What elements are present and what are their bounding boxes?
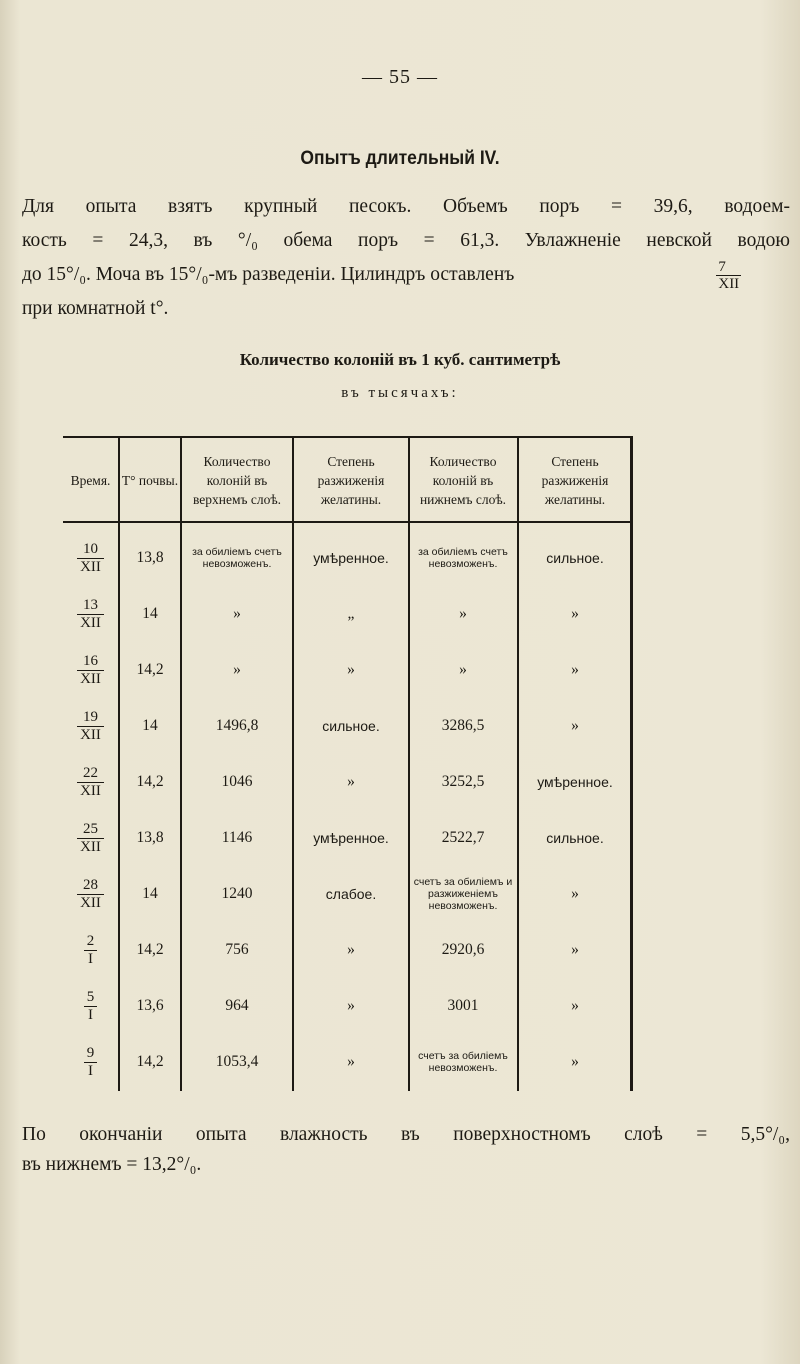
date-cell — [63, 922, 118, 978]
lower-cell: 3001 — [447, 997, 479, 1014]
lower-deg-cell: умѣренное. — [537, 774, 613, 790]
intro-line-4: при комнатной t°. — [22, 298, 169, 320]
intro-line-1: Для опыта взятъ крупный песокъ. Объемъ поръ = 39,6, водоем- — [22, 196, 790, 217]
date-cell — [63, 866, 118, 922]
upper-deg-cell: » — [347, 661, 355, 678]
intro-paragraph — [22, 190, 790, 326]
date-day: 9 — [84, 1045, 98, 1063]
date-fraction — [77, 709, 104, 744]
header-lower-degree: Степень разжиженія желатины. — [541, 453, 609, 507]
lower-cell: » — [459, 605, 467, 622]
upper-cell: 1146 — [221, 829, 253, 846]
lower-deg-cell: » — [571, 605, 579, 622]
upper-deg-cell: слабое. — [325, 886, 377, 902]
upper-cell: 1496,8 — [215, 717, 259, 734]
date-cell — [63, 810, 118, 866]
upper-cell: 1240 — [221, 885, 253, 902]
date-month: I — [88, 1006, 93, 1023]
lower-deg-cell: » — [571, 885, 579, 902]
upper-deg-cell: „ — [347, 605, 355, 622]
lower-cell: 3286,5 — [441, 717, 485, 734]
conclusion-line-2: въ нижнемъ = 13,2°/₀. — [22, 1154, 202, 1175]
date-fraction — [77, 821, 104, 856]
date-cell — [63, 530, 118, 586]
colonies-table — [63, 436, 633, 1096]
lower-deg-cell: » — [571, 941, 579, 958]
date-day: 13 — [77, 597, 104, 615]
date-cell — [63, 1034, 118, 1090]
date-fraction — [77, 653, 104, 688]
date-fraction — [77, 541, 104, 576]
date-day: 22 — [77, 765, 104, 783]
lower-deg-cell: » — [571, 997, 579, 1014]
date-cell — [63, 754, 118, 810]
upper-deg-cell: » — [347, 1053, 355, 1070]
date-fraction — [84, 1045, 98, 1080]
temp-cell: 14,2 — [136, 773, 164, 790]
date-cell — [63, 978, 118, 1034]
intro-line-2: кость = 24,3, въ °/₀ обема поръ = 61,3. Увлажненіе невской водою — [22, 230, 790, 251]
upper-cell: за обиліемъ счетъ невозможенъ. — [192, 546, 282, 570]
experiment-heading: Опытъ длительный IV. — [300, 148, 500, 169]
lower-deg-cell: » — [571, 717, 579, 734]
table-top-rule — [63, 436, 633, 438]
lower-deg-cell: » — [571, 661, 579, 678]
date-month: XII — [80, 838, 101, 855]
table-subtitle: въ тысячахъ: — [341, 385, 459, 401]
table-col-rule — [630, 436, 633, 1091]
temp-cell: 14 — [142, 717, 158, 734]
lower-cell: » — [459, 661, 467, 678]
intro-line-3-text: до 15°/₀. Моча въ 15°/₀-мъ разведеніи. Цилиндръ оставленъ — [22, 264, 515, 285]
table-col-rule — [408, 436, 410, 1091]
table-col-rule — [517, 436, 519, 1091]
upper-deg-cell: » — [347, 773, 355, 790]
header-lower-count: Количество колоній въ нижнемъ слоѣ. — [419, 453, 507, 507]
date-day: 28 — [77, 877, 104, 895]
upper-deg-cell: сильное. — [322, 718, 380, 734]
date-fraction — [77, 597, 104, 632]
date-month: I — [88, 1062, 93, 1079]
lower-deg-cell: сильное. — [546, 550, 604, 566]
lower-cell: 2920,6 — [441, 941, 485, 958]
page-number: — 55 — — [362, 66, 438, 88]
upper-deg-cell: умѣренное. — [313, 830, 389, 846]
header-upper-degree: Степень разжиженія желатины. — [317, 453, 385, 507]
table-col-rule — [292, 436, 294, 1091]
table-title: Количество колоній въ 1 куб. сантиметрѣ — [239, 350, 561, 369]
date-month: XII — [80, 670, 101, 687]
date-month: XII — [80, 726, 101, 743]
upper-cell: » — [233, 661, 241, 678]
lower-deg-cell: сильное. — [546, 830, 604, 846]
header-time: Время. — [70, 472, 111, 488]
upper-cell: » — [233, 605, 241, 622]
start-date-month: XII — [718, 276, 740, 293]
lower-cell: 2522,7 — [441, 829, 485, 846]
date-cell — [63, 698, 118, 754]
date-month: XII — [80, 894, 101, 911]
temp-cell: 14 — [142, 885, 158, 902]
header-soil-temp: T° почвы. — [121, 472, 179, 488]
temp-cell: 13,8 — [136, 829, 164, 846]
lower-cell: за обиліемъ счетъ невозможенъ. — [418, 546, 508, 570]
date-month: XII — [80, 558, 101, 575]
date-day: 16 — [77, 653, 104, 671]
start-date-day: 7 — [716, 259, 741, 276]
date-day: 10 — [77, 541, 104, 559]
table-col-rule — [180, 436, 182, 1091]
upper-cell: 1053,4 — [215, 1053, 259, 1070]
upper-deg-cell: умѣренное. — [313, 550, 389, 566]
date-fraction — [77, 877, 104, 912]
date-month: XII — [80, 782, 101, 799]
date-day: 5 — [84, 989, 98, 1007]
date-day: 25 — [77, 821, 104, 839]
temp-cell: 14,2 — [136, 1053, 164, 1070]
temp-cell: 14,2 — [136, 941, 164, 958]
date-day: 19 — [77, 709, 104, 727]
date-month: XII — [80, 614, 101, 631]
date-cell — [63, 586, 118, 642]
upper-cell: 756 — [225, 941, 249, 958]
conclusion-paragraph — [22, 1120, 790, 1180]
lower-cell: счетъ за обиліемъ невозможенъ. — [418, 1050, 508, 1074]
date-month: I — [88, 950, 93, 967]
lower-cell: 3252,5 — [441, 773, 485, 790]
lower-deg-cell: » — [571, 1053, 579, 1070]
date-cell — [63, 642, 118, 698]
temp-cell: 13,6 — [136, 997, 164, 1014]
temp-cell: 14,2 — [136, 661, 164, 678]
conclusion-line-1: По окончаніи опыта влажность въ поверхностномъ слоѣ = 5,5°/₀, — [22, 1124, 790, 1145]
upper-cell: 964 — [225, 997, 249, 1014]
date-fraction — [77, 765, 104, 800]
date-fraction — [84, 989, 98, 1024]
intro-line-3 — [22, 258, 790, 292]
temp-cell: 14 — [142, 605, 158, 622]
date-day: 2 — [84, 933, 98, 951]
table-header-rule — [63, 521, 633, 523]
temp-cell: 13,8 — [136, 549, 164, 566]
date-fraction — [84, 933, 98, 968]
upper-deg-cell: » — [347, 997, 355, 1014]
upper-deg-cell: » — [347, 941, 355, 958]
upper-cell: 1046 — [221, 773, 253, 790]
start-date-fraction — [716, 259, 741, 292]
lower-cell: счетъ за обиліемъ и разжиженіемъ невозможенъ. — [413, 876, 513, 912]
header-upper-count: Количество колоній въ верхнемъ слоѣ. — [192, 453, 282, 507]
